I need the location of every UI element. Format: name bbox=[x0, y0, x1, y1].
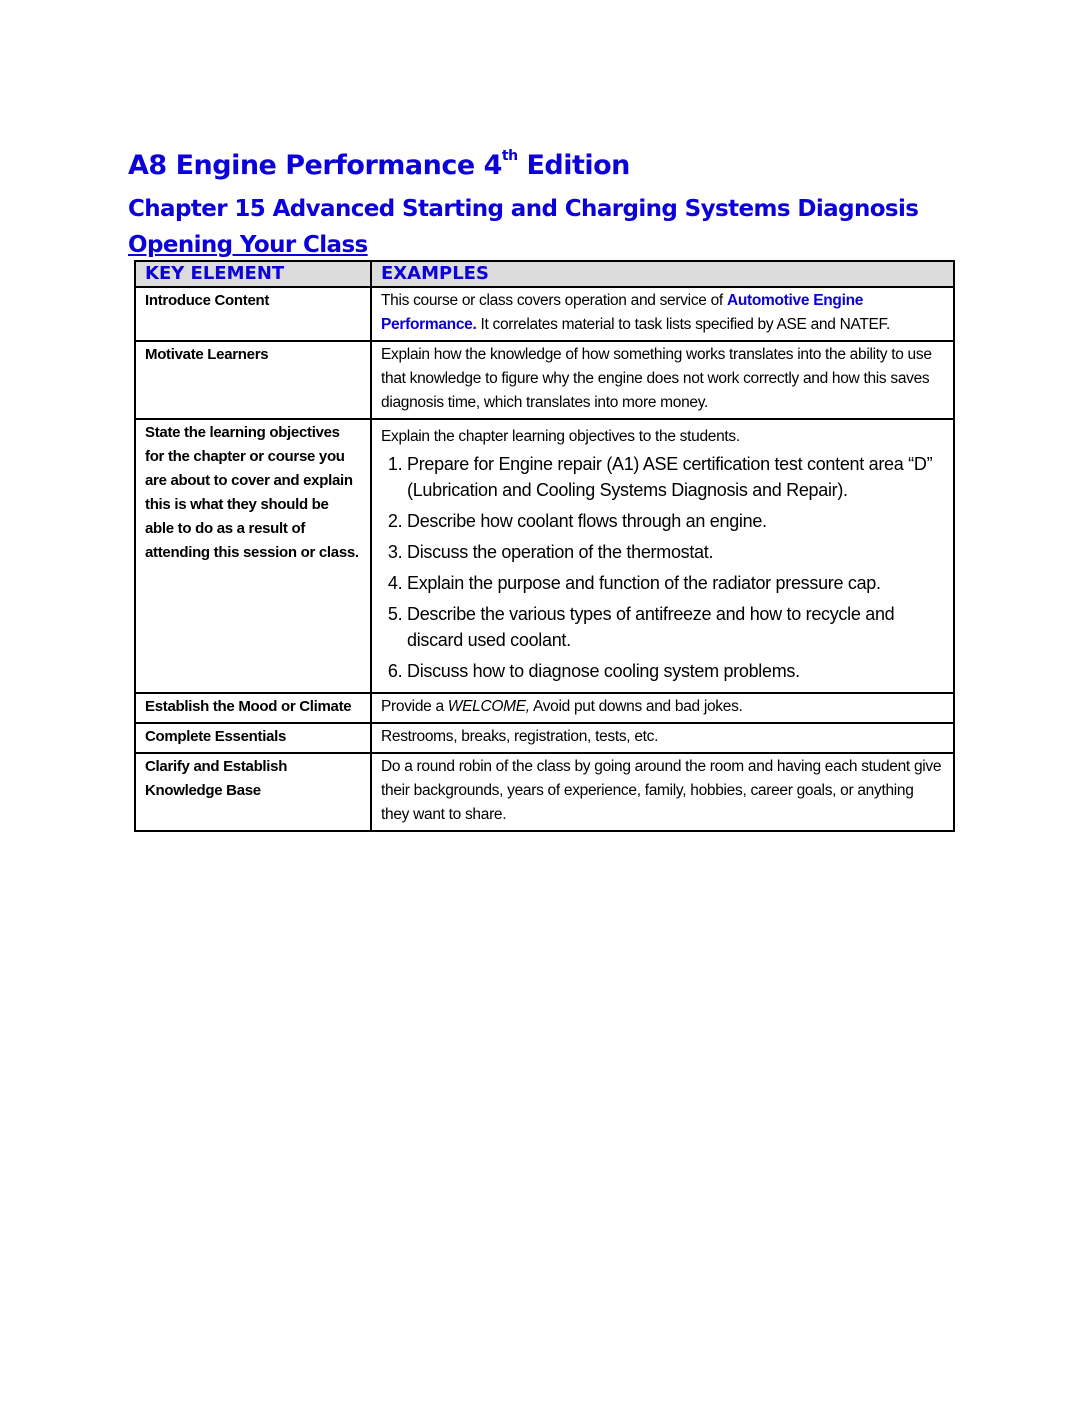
example-text: This course or class covers operation and service of bbox=[381, 292, 727, 309]
key-cell: Complete Essentials bbox=[135, 723, 371, 753]
table-header-row bbox=[135, 261, 954, 287]
example-cell: Restrooms, breaks, registration, tests, etc. bbox=[371, 723, 954, 753]
header-key-element: KEY ELEMENT bbox=[135, 261, 371, 287]
objectives-intro: Explain the chapter learning objectives to the students. bbox=[381, 428, 740, 445]
table-row bbox=[135, 723, 954, 753]
table-row bbox=[135, 341, 954, 419]
table-row bbox=[135, 419, 954, 693]
example-cell bbox=[371, 419, 954, 693]
opening-class-table bbox=[134, 260, 955, 832]
table-row bbox=[135, 693, 954, 723]
list-item: 4. Explain the purpose and function of the radiator pressure cap. bbox=[407, 570, 944, 596]
objectives-list bbox=[381, 451, 944, 684]
highlight-text: Automotive Engine Performance. bbox=[381, 292, 864, 333]
list-item: 2. Describe how coolant flows through an engine. bbox=[407, 508, 944, 534]
italic-text: WELCOME, bbox=[447, 698, 530, 715]
example-cell bbox=[371, 693, 954, 723]
table-row bbox=[135, 753, 954, 831]
key-cell: Clarify and Establish Knowledge Base bbox=[135, 753, 371, 831]
key-cell: State the learning objectives for the chapter or course you are about to cover and explain this is what they should be able to do as a result of attending this session or class. bbox=[135, 419, 371, 693]
list-item: 3. Discuss the operation of the thermostat. bbox=[407, 539, 944, 565]
section-title: Opening Your Class bbox=[128, 232, 368, 258]
key-cell: Establish the Mood or Climate bbox=[135, 693, 371, 723]
list-item: 6. Discuss how to diagnose cooling system problems. bbox=[407, 658, 944, 684]
list-item: 5. Describe the various types of antifreeze and how to recycle and discard used coolant. bbox=[407, 601, 944, 653]
example-text: Avoid put downs and bad jokes. bbox=[529, 698, 743, 715]
title-superscript: th bbox=[501, 148, 518, 164]
example-cell: Do a round robin of the class by going around the room and having each student give their backgrounds, years of experience, family, hobbies, career goals, or anything they want to share. bbox=[371, 753, 954, 831]
document-title bbox=[128, 150, 630, 181]
example-text: Provide a bbox=[381, 698, 448, 715]
title-text: A8 Engine Performance 4 bbox=[128, 150, 502, 181]
example-cell: Explain how the knowledge of how something works translates into the ability to use that knowledge to figure why the engine does not work correctly and how this saves diagnosis time, which translates into more money. bbox=[371, 341, 954, 419]
key-cell: Introduce Content bbox=[135, 287, 371, 341]
table-row bbox=[135, 287, 954, 341]
title-edition: Edition bbox=[517, 150, 630, 181]
key-cell: Motivate Learners bbox=[135, 341, 371, 419]
list-item: 1. Prepare for Engine repair (A1) ASE certification test content area “D” (Lubrication and Cooling Systems Diagnosis and Repair). bbox=[407, 451, 944, 503]
header-examples: EXAMPLES bbox=[371, 261, 954, 287]
example-cell bbox=[371, 287, 954, 341]
chapter-title: Chapter 15 Advanced Starting and Charging Systems Diagnosis bbox=[128, 196, 919, 222]
example-text: It correlates material to task lists specified by ASE and NATEF. bbox=[476, 316, 891, 333]
